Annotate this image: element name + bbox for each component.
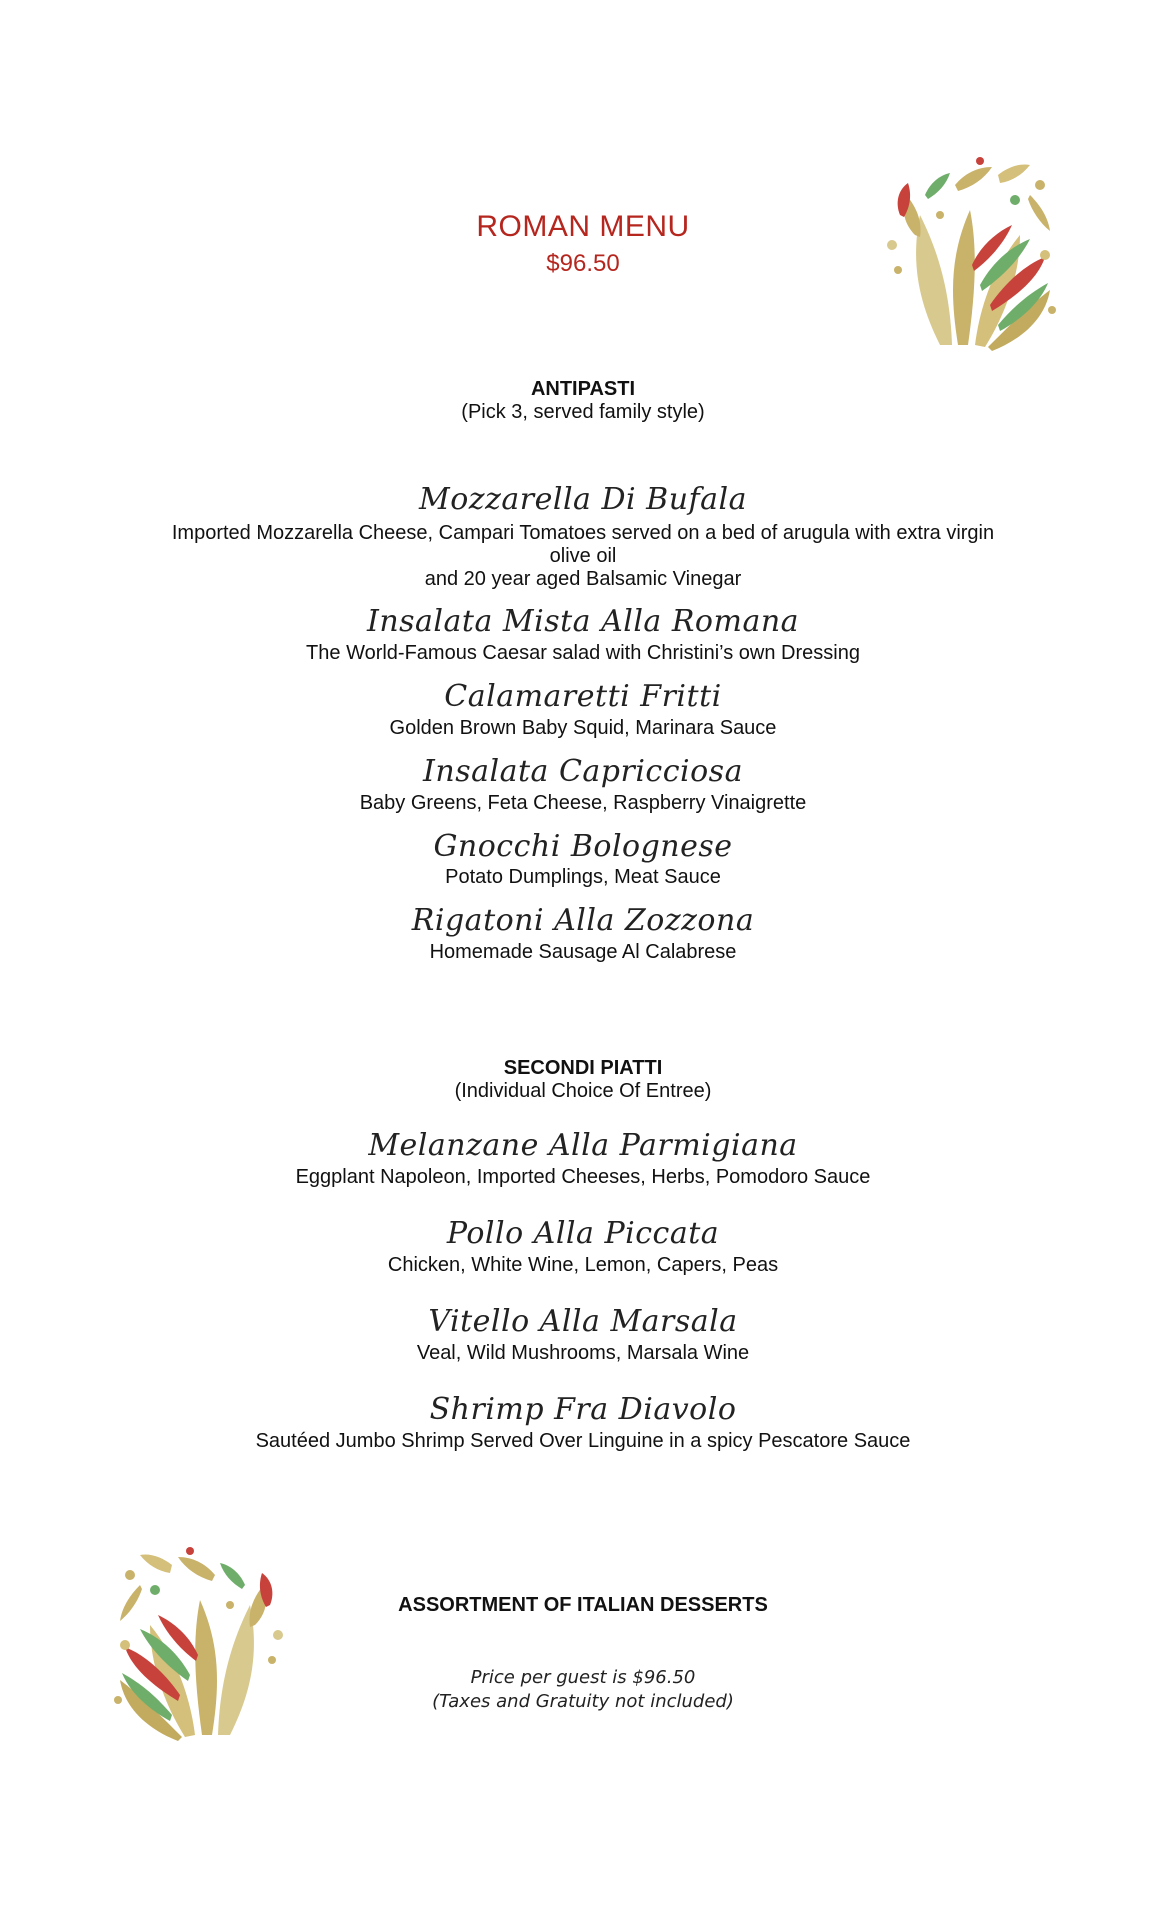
dish-name: Calamaretti Fritti [444,679,722,714]
dish-description: Sautéed Jumbo Shrimp Served Over Linguine in a spicy Pescatore Sauce [255,1430,911,1452]
dish-name: Rigatoni Alla Zozzona [411,903,755,938]
dish-name: Shrimp Fra Diavolo [429,1392,737,1427]
dish-name: Pollo Alla Piccata [446,1216,720,1251]
tax-note: (Taxes and Gratuity not included) [432,1691,734,1712]
antipasti-heading: ANTIPASTI [530,378,636,400]
dish-name: Vitello Alla Marsala [428,1304,738,1339]
secondi-subheading: (Individual Choice Of Entree) [454,1080,712,1102]
dish-description: Eggplant Napoleon, Imported Cheeses, Herbs, Pomodoro Sauce [295,1166,871,1188]
dish-name: Melanzane Alla Parmigiana [368,1128,798,1163]
dish-name: Insalata Capricciosa [423,754,743,789]
butterfly-wing-icon [110,1545,290,1755]
dish-description: Baby Greens, Feta Cheese, Raspberry Vinaigrette [359,792,807,814]
antipasti-subheading: (Pick 3, served family style) [461,401,705,423]
menu-price: $96.50 [546,250,620,277]
dish-description: Potato Dumplings, Meat Sauce [445,866,721,888]
dish-description: and 20 year aged Balsamic Vinegar [424,568,742,590]
dish-description: Chicken, White Wine, Lemon, Capers, Peas [387,1254,779,1276]
price-note: Price per guest is $96.50 [470,1667,696,1688]
dish-description: The World-Famous Caesar salad with Christini’s own Dressing [306,642,860,664]
dish-description: Homemade Sausage Al Calabrese [429,941,737,963]
dish-name: Mozzarella Di Bufala [418,482,747,517]
secondi-heading: SECONDI PIATTI [503,1057,663,1079]
dish-name: Insalata Mista Alla Romana [366,604,800,639]
menu-title: ROMAN MENU [476,210,690,243]
dish-description: Imported Mozzarella Cheese, Campari Tomatoes served on a bed of arugula with extra virgin [171,522,995,544]
dish-description: Veal, Wild Mushrooms, Marsala Wine [416,1342,750,1364]
dish-description: olive oil [549,545,617,567]
dish-name: Gnocchi Bolognese [433,829,733,864]
dish-description: Golden Brown Baby Squid, Marinara Sauce [389,717,777,739]
desserts-heading: ASSORTMENT OF ITALIAN DESSERTS [398,1594,768,1616]
